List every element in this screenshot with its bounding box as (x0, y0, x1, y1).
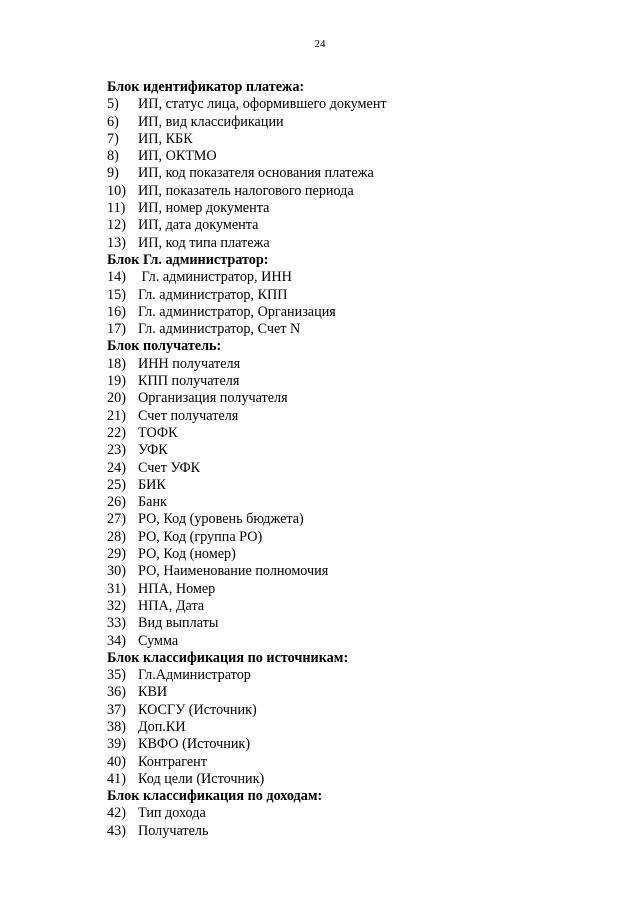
list-item-text: Получатель (138, 822, 209, 839)
list-item (107, 148, 567, 165)
list-item (107, 615, 567, 632)
list-item (107, 408, 567, 425)
list-item-text: КОСГУ (Источник) (138, 701, 257, 718)
list-item-number: 22) (107, 424, 126, 441)
list-item (107, 771, 567, 788)
list-item-text: Гл.Администратор (138, 667, 251, 684)
list-item-number: 40) (107, 753, 126, 770)
list-item (107, 304, 567, 321)
list-item-text: Вид выплаты (138, 615, 219, 632)
list-item-number: 6) (107, 113, 119, 130)
document-content (107, 79, 567, 840)
list-item-text: РО, Код (группа РО) (138, 528, 263, 545)
list-item-number: 12) (107, 217, 126, 234)
list-item-number: 10) (107, 182, 126, 199)
list-item-number: 33) (107, 615, 126, 632)
list-item (107, 736, 567, 753)
list-item-number: 43) (107, 822, 126, 839)
list-item-text: Код цели (Источник) (138, 770, 265, 787)
list-item-text: Организация получателя (138, 390, 288, 407)
list-item (107, 719, 567, 736)
list-item (107, 235, 567, 252)
list-item-number: 16) (107, 303, 126, 320)
list-item-text: ИНН получателя (138, 355, 241, 372)
list-item-number: 28) (107, 528, 126, 545)
list-item-text: ИП, код показателя основания платежа (138, 165, 374, 182)
list-item-text: ИП, дата документа (138, 217, 259, 234)
page-number: 24 (314, 38, 326, 50)
list-item-text: НПА, Дата (138, 597, 205, 614)
list-item (107, 356, 567, 373)
list-item-text: ТОФК (138, 424, 178, 441)
list-item (107, 114, 567, 131)
list-item (107, 200, 567, 217)
list-item-number: 5) (107, 96, 119, 113)
list-item-text: РО, Код (номер) (138, 546, 236, 563)
list-item-text: Сумма (138, 632, 179, 649)
list-item-text: УФК (138, 442, 168, 459)
list-item (107, 529, 567, 546)
list-item (107, 598, 567, 615)
list-item-text: РО, Наименование полномочия (138, 563, 329, 580)
list-item (107, 165, 567, 182)
list-item-text: КВФО (Источник) (138, 736, 251, 753)
list-item-number: 39) (107, 736, 126, 753)
list-item-text: Тип дохода (138, 805, 206, 822)
list-item (107, 477, 567, 494)
list-item (107, 269, 567, 286)
list-item (107, 442, 567, 459)
list-item-text: НПА, Номер (138, 580, 216, 597)
list-item (107, 131, 567, 148)
list-item-number: 13) (107, 234, 126, 251)
list-item-text: Доп.КИ (138, 718, 186, 735)
list-item-number: 36) (107, 684, 126, 701)
list-item (107, 805, 567, 822)
list-item (107, 667, 567, 684)
list-item-text: Гл. администратор, Счет N (138, 321, 301, 338)
list-item (107, 217, 567, 234)
list-item (107, 425, 567, 442)
list-item (107, 823, 567, 840)
list-item-number: 34) (107, 632, 126, 649)
list-item (107, 183, 567, 200)
list-item-text: ИП, номер документа (138, 200, 270, 217)
block-title: Блок идентификатор платежа: (107, 79, 305, 95)
list-item-number: 31) (107, 580, 126, 597)
list-item (107, 460, 567, 477)
list-item-text: Контрагент (138, 753, 207, 770)
list-item (107, 373, 567, 390)
list-item-number: 27) (107, 511, 126, 528)
list-item (107, 754, 567, 771)
list-item (107, 684, 567, 701)
list-item-text: ИП, ОКТМО (138, 148, 217, 165)
list-item-text: Банк (138, 494, 167, 511)
list-item-number: 17) (107, 321, 126, 338)
list-item (107, 494, 567, 511)
list-item (107, 702, 567, 719)
list-item-number: 21) (107, 407, 126, 424)
list-item-number: 18) (107, 355, 126, 372)
list-item-number: 23) (107, 442, 126, 459)
list-item-number: 20) (107, 390, 126, 407)
list-item-number: 38) (107, 718, 126, 735)
list-item (107, 96, 567, 113)
list-item-text: Гл. администратор, Организация (138, 303, 336, 320)
list-item (107, 581, 567, 598)
list-item-number: 35) (107, 667, 126, 684)
list-item-number: 26) (107, 494, 126, 511)
block-title: Блок Гл. администратор: (107, 251, 269, 268)
list-item-number: 32) (107, 597, 126, 614)
list-item (107, 321, 567, 338)
list-item-text: Счет получателя (138, 407, 239, 424)
list-item-number: 15) (107, 286, 126, 303)
list-item-text: Гл. администратор, КПП (138, 286, 288, 303)
list-item (107, 563, 567, 580)
list-item-number: 25) (107, 476, 126, 493)
list-item (107, 546, 567, 563)
list-item (107, 511, 567, 528)
list-item-number: 14) (107, 269, 126, 286)
list-item-number: 29) (107, 546, 126, 563)
list-item-text: ИП, статус лица, оформившего документ (138, 96, 387, 113)
list-item-number: 19) (107, 373, 126, 390)
list-item-number: 11) (107, 200, 126, 217)
block-title: Блок получатель: (107, 338, 222, 355)
list-item-text: Гл. администратор, ИНН (138, 269, 292, 286)
list-item-number: 37) (107, 701, 126, 718)
list-item (107, 390, 567, 407)
list-item-text: ИП, код типа платежа (138, 234, 270, 251)
list-item-text: ИП, вид классификации (138, 113, 284, 130)
list-item-text: ИП, показатель налогового периода (138, 182, 354, 199)
list-item-text: Счет УФК (138, 459, 201, 476)
list-item-text: БИК (138, 476, 166, 493)
block-title: Блок классификация по доходам: (107, 788, 323, 805)
list-item (107, 287, 567, 304)
list-item-number: 42) (107, 805, 126, 822)
list-item-text: РО, Код (уровень бюджета) (138, 511, 304, 528)
list-item-number: 24) (107, 459, 126, 476)
list-item-text: КВИ (138, 684, 168, 701)
list-item-number: 7) (107, 130, 119, 147)
block-title: Блок классификация по источникам: (107, 649, 349, 666)
list-item-number: 8) (107, 148, 119, 165)
list-item-number: 30) (107, 563, 126, 580)
list-item (107, 633, 567, 650)
list-item-text: ИП, КБК (138, 130, 193, 147)
list-item-text: КПП получателя (138, 373, 240, 390)
list-item-number: 9) (107, 165, 119, 182)
list-item-number: 41) (107, 770, 126, 787)
